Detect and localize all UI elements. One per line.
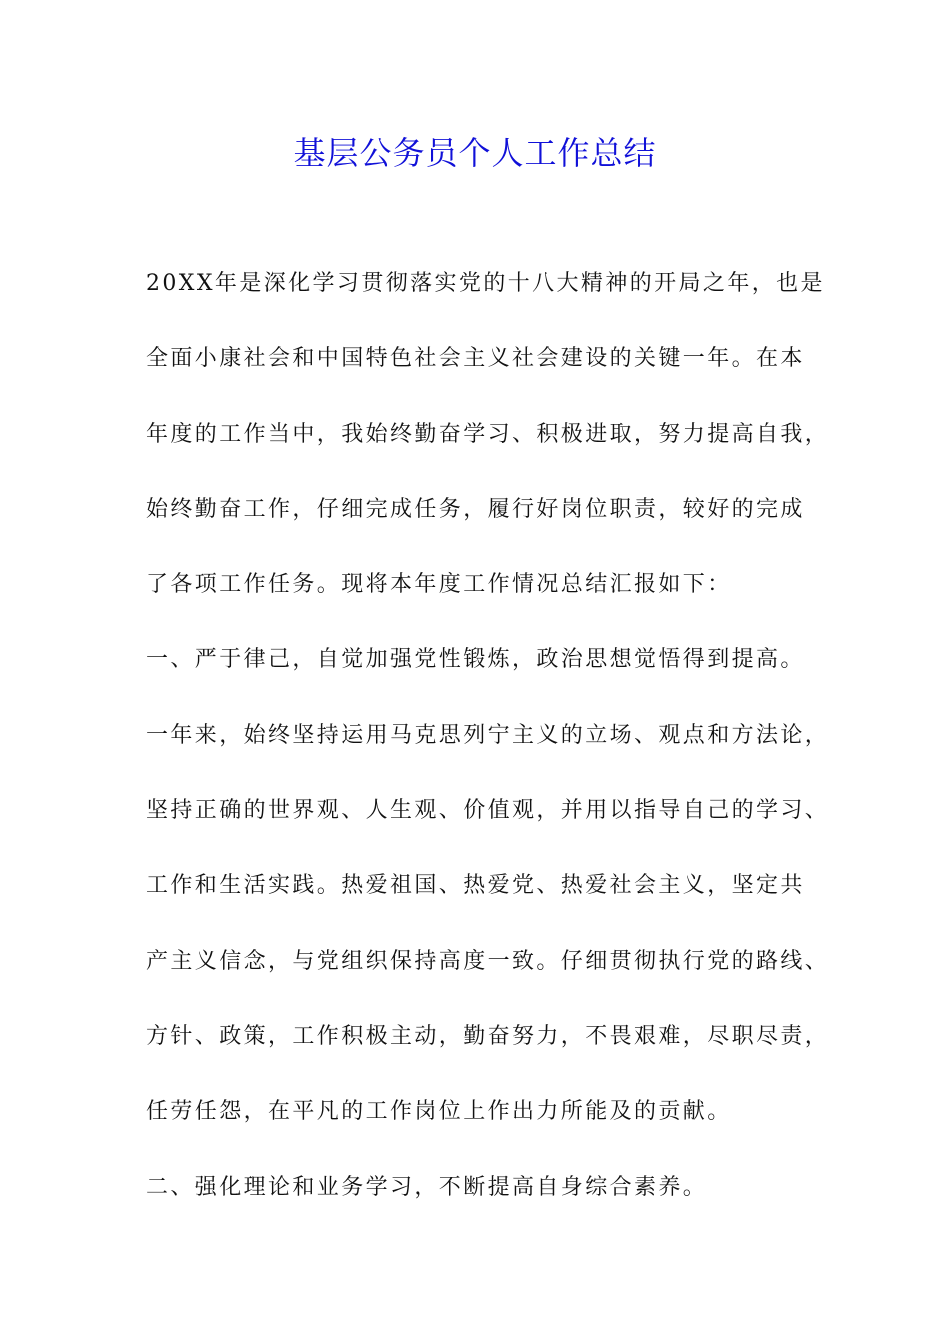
text-line-1: 20XX年是深化学习贯彻落实党的十八大精神的开局之年，也是 xyxy=(146,271,825,296)
text-line-11: 方针、政策，工作积极主动，勤奋努力，不畏艰难，尽职尽责， xyxy=(146,1023,830,1049)
text-line-9: 工作和生活实践。热爱祖国、热爱党、热爱社会主义，坚定共 xyxy=(146,873,805,899)
text-line-10: 产主义信念，与党组织保持高度一致。仔细贯彻执行党的路线、 xyxy=(146,948,830,974)
text-line-2: 全面小康社会和中国特色社会主义社会建设的关键一年。在本 xyxy=(146,346,805,372)
text-line-12: 任劳任怨，在平凡的工作岗位上作出力所能及的贡献。 xyxy=(146,1099,732,1125)
text-line-4: 始终勤奋工作，仔细完成任务，履行好岗位职责，较好的完成 xyxy=(146,496,805,522)
section-heading-2: 二、强化理论和业务学习，不断提高自身综合素养。 xyxy=(146,1174,708,1200)
document-body xyxy=(146,262,836,1241)
text-line-7: 一年来，始终坚持运用马克思列宁主义的立场、观点和方法论， xyxy=(146,722,830,748)
text-line-8: 坚持正确的世界观、人生观、价值观，并用以指导自己的学习、 xyxy=(146,798,830,824)
text-line-5: 了各项工作任务。现将本年度工作情况总结汇报如下： xyxy=(146,572,732,598)
text-line-3: 年度的工作当中，我始终勤奋学习、积极进取，努力提高自我， xyxy=(146,421,830,447)
section-heading-1: 一、严于律己，自觉加强党性锻炼，政治思想觉悟得到提高。 xyxy=(146,647,805,673)
document-title: 基层公务员个人工作总结 xyxy=(293,134,657,172)
